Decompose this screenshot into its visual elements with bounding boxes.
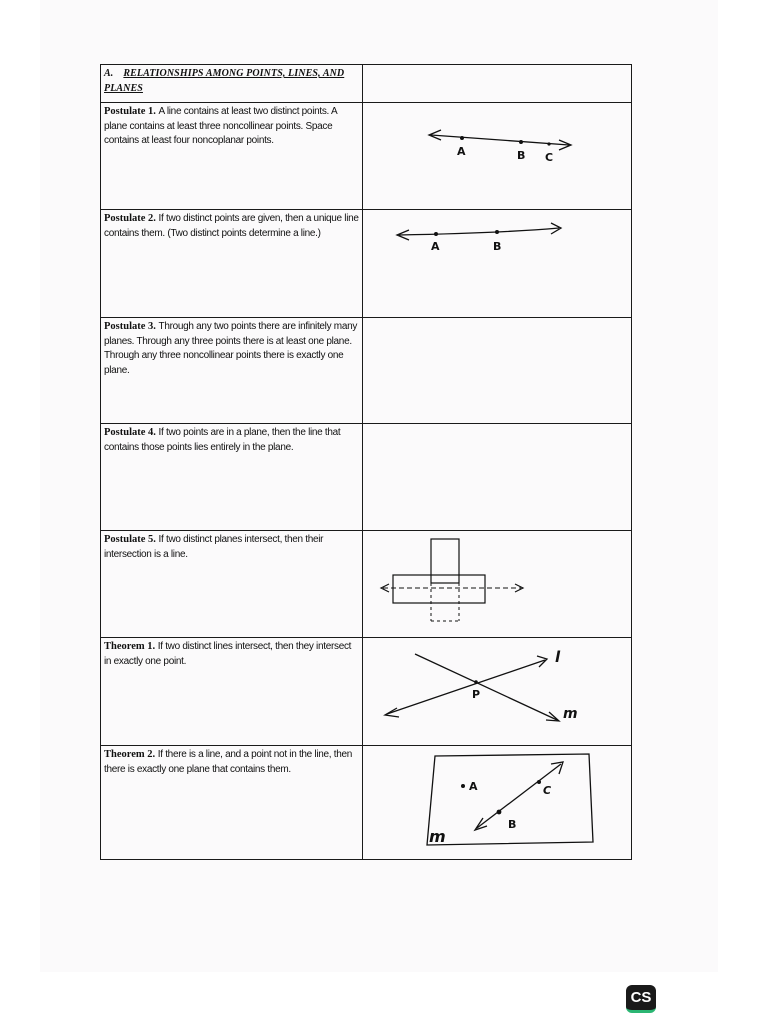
point-p [475,680,479,684]
statement-text: A line contains at least two distinct points. A plane contains at least three noncollinear points. Space contains at least four noncoplanar points. [104,106,337,146]
section-title [104,68,344,94]
plane-line-point-figure [363,746,627,859]
line-figure [363,210,627,317]
figure-cell [363,103,632,210]
camscanner-logo [626,985,656,1013]
point-c [548,142,551,145]
statement-text: Through any two points there are infinitely many planes. Through any three points there is at least one plane. Through any three noncollinear points there is exactly one plane. [104,321,358,376]
table-row [101,103,632,210]
statement-label: Postulate 5. [104,534,156,545]
table-row [101,424,632,531]
intersecting-planes-figure [363,531,627,637]
label-line-l: l [555,648,561,666]
table-row [101,531,632,638]
statement-cell [101,531,363,638]
statement-label: Postulate 4. [104,427,156,438]
statement-label: Postulate 3. [104,321,156,332]
point-b [519,140,523,144]
section-title-text: RELATIONSHIPS AMONG POINTS, LINES, AND PLANES [104,68,345,94]
statement-text: If two distinct lines intersect, then they intersect in exactly one point. [104,641,352,667]
figure-cell [363,424,632,531]
label-line-m: m [563,706,579,722]
label-c: C [545,151,554,164]
label-b: B [508,818,517,831]
table-row [101,638,632,746]
point-a [461,784,465,788]
point-c [537,780,541,784]
figure-cell [363,638,632,746]
label-p: P [472,688,481,701]
header-row [101,65,632,103]
statement-cell [101,746,363,860]
figure-cell [363,531,632,638]
figure-cell [363,210,632,318]
label-plane-m: m [429,827,447,846]
table-row [101,210,632,318]
statement-text: If two distinct planes intersect, then their intersection is a line. [104,534,324,560]
table-row [101,746,632,860]
statement-text: If there is a line, and a point not in the line, then there is exactly one plane that contains them. [104,749,353,775]
statement-cell [101,424,363,531]
label-b: B [493,240,502,253]
statement-cell [101,103,363,210]
statement-label: Postulate 2. [104,213,156,224]
header-cell [101,65,363,103]
label-a: A [457,145,466,158]
point-b [495,230,499,234]
label-b: B [517,149,526,162]
statement-cell [101,638,363,746]
statement-label: Theorem 1. [104,641,156,652]
statement-label: Postulate 1. [104,106,156,117]
point-b [497,810,502,815]
intersecting-lines-figure [363,638,627,745]
logo-text: CS [630,989,652,1006]
label-a: A [469,780,478,793]
figure-cell [363,318,632,424]
section-number: A. [104,68,114,79]
postulates-table [100,64,632,860]
statement-label: Theorem 2. [104,749,156,760]
statement-cell [101,210,363,318]
statement-cell [101,318,363,424]
point-a [460,136,464,140]
header-figure-cell [363,65,632,103]
label-a: A [431,240,440,253]
line-figure [363,103,627,209]
figure-cell [363,746,632,860]
table-row [101,318,632,424]
point-a [434,232,438,236]
statement-text: If two points are in a plane, then the line that contains those points lies entirely in the plane. [104,427,341,453]
statement-text: If two distinct points are given, then a unique line contains them. (Two distinct points determine a line.) [104,213,359,239]
label-c: C [543,784,552,797]
